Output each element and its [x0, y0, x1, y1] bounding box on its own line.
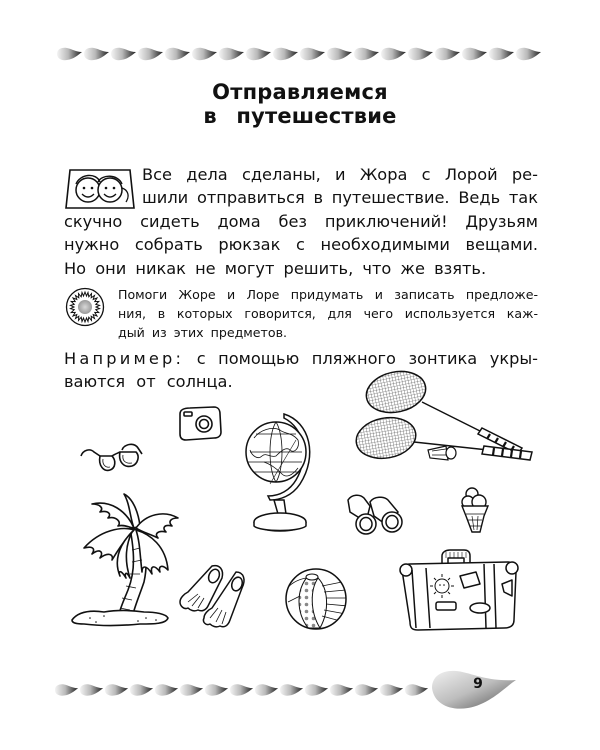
intro-paragraph — [64, 163, 538, 280]
leaf-ornament-icon — [353, 46, 380, 62]
intro-line: шили отправиться в путешествие. Ведь так — [142, 188, 538, 208]
leaf-ornament-icon — [407, 46, 434, 62]
example-text-line-2: ваются от солнца. — [64, 372, 233, 392]
binoculars-illustration — [344, 492, 406, 536]
palm-tree-illustration — [70, 490, 188, 630]
leaf-ornament-icon — [179, 682, 204, 698]
leaf-ornament-icon — [515, 46, 542, 62]
leaf-ornament-icon — [104, 682, 129, 698]
leaf-ornament-icon — [229, 682, 254, 698]
suitcase-illustration — [398, 548, 520, 634]
flippers-illustration — [178, 564, 248, 636]
leaf-ornament-icon — [279, 682, 304, 698]
leaf-ornament-icon — [461, 46, 488, 62]
leaf-ornament-icon — [154, 682, 179, 698]
leaf-ornament-icon — [83, 46, 110, 62]
leaf-ornament-icon — [304, 682, 329, 698]
camera-illustration — [176, 406, 224, 442]
leaf-ornament-icon — [380, 46, 407, 62]
title-line-1: Отправляемся — [212, 80, 388, 104]
page-title — [0, 80, 600, 128]
leaf-ornament-icon — [56, 46, 83, 62]
leaf-ornament-icon — [129, 682, 154, 698]
leaf-ornament-icon — [488, 46, 515, 62]
shuttlecock-illustration — [426, 442, 460, 466]
leaf-ornament-icon — [204, 682, 229, 698]
leaf-ornament-icon — [354, 682, 379, 698]
leaf-ornament-icon — [434, 46, 461, 62]
leaf-ornament-icon — [299, 46, 326, 62]
task-line: Помоги Жоре и Лоре придумать и записать предложе- — [118, 287, 538, 302]
leaf-ornament-icon — [110, 46, 137, 62]
leaf-ornament-icon — [79, 682, 104, 698]
task-instructions — [118, 285, 538, 342]
leaf-ornament-icon — [272, 46, 299, 62]
sunglasses-illustration — [78, 440, 150, 480]
leaf-ornament-icon — [218, 46, 245, 62]
example-text: с помощью пляжного зонтика укры- — [184, 349, 538, 368]
task-line: дый из этих предметов. — [118, 325, 288, 340]
leaf-ornament-icon — [54, 682, 79, 698]
leaf-ornament-icon — [164, 46, 191, 62]
title-line-2: в путешествие — [203, 104, 397, 128]
task-line: ния, в которых говорится, для чего используется каж- — [118, 306, 538, 321]
leaf-ornament-icon — [191, 46, 218, 62]
leaf-ornament-icon — [326, 46, 353, 62]
top-leaf-border — [56, 46, 542, 62]
page-number: 9 — [473, 676, 483, 692]
leaf-ornament-icon — [379, 682, 404, 698]
leaf-ornament-icon — [245, 46, 272, 62]
intro-line: Но они никак не могут решить, что же взять. — [64, 258, 487, 278]
bottom-leaf-border — [54, 682, 429, 698]
intro-line: Все дела сделаны, и Жора с Лорой ре- — [142, 165, 538, 184]
example-label: Например: — [64, 349, 185, 368]
intro-line: нужно собрать рюкзак с необходимыми вещами. — [64, 235, 538, 255]
sun-task-icon — [65, 287, 105, 327]
ice-cream-illustration — [460, 486, 492, 536]
leaf-ornament-icon — [404, 682, 429, 698]
leaf-ornament-icon — [254, 682, 279, 698]
beach-ball-illustration — [282, 566, 350, 632]
leaf-ornament-icon — [329, 682, 354, 698]
intro-line: скучно сидеть дома без приключений! Друзьям — [64, 211, 538, 231]
globe-illustration — [240, 410, 320, 534]
leaf-ornament-icon — [137, 46, 164, 62]
